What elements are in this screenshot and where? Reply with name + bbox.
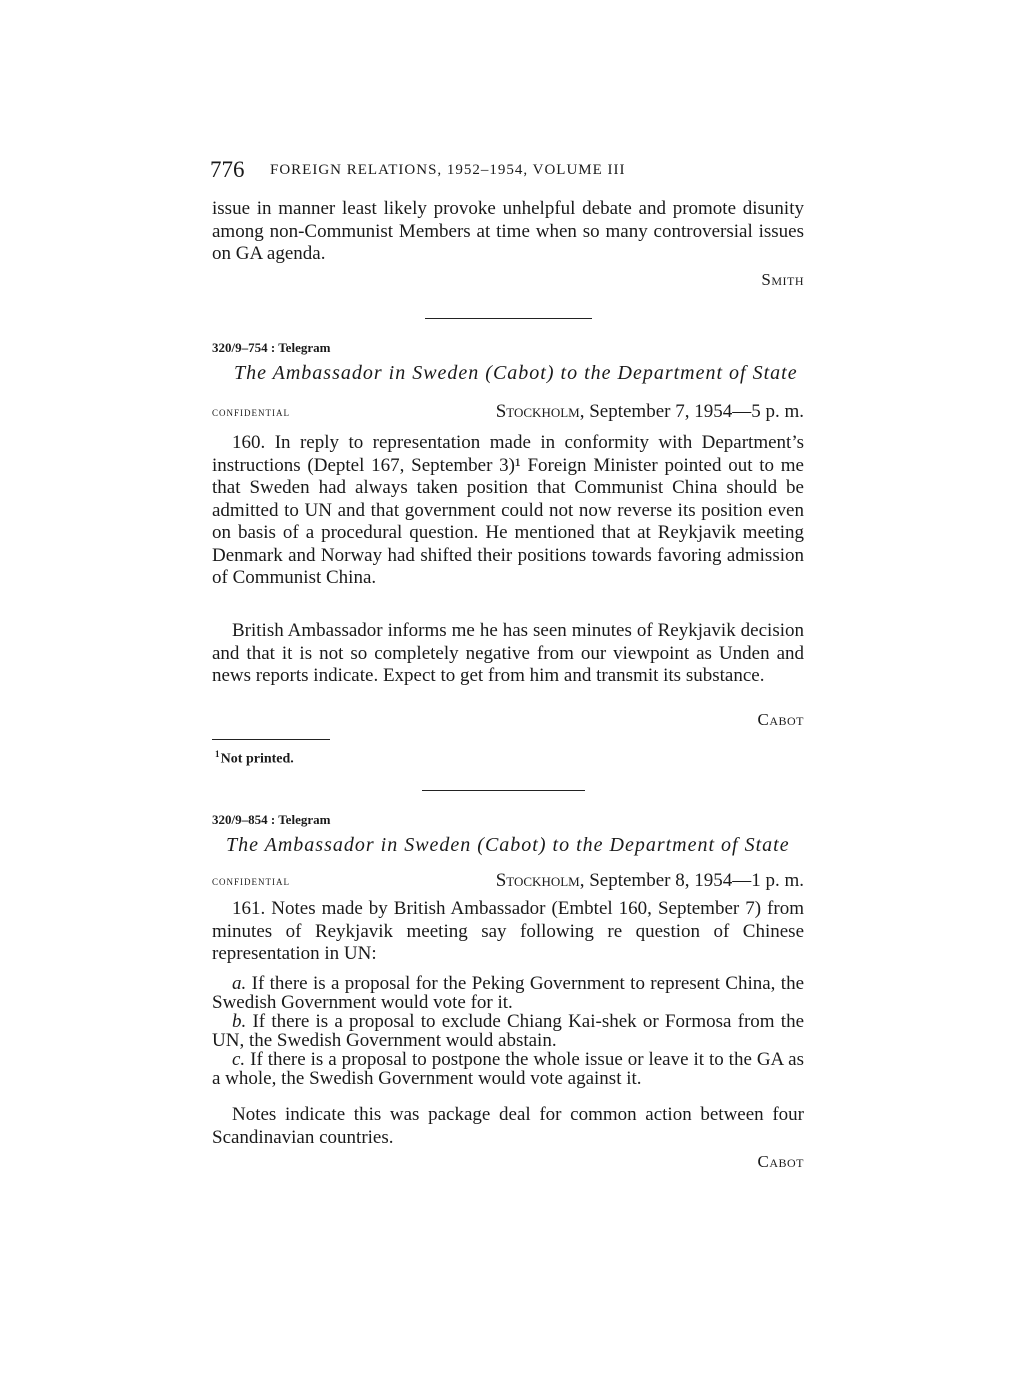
doc1-paragraph-1: 160. In reply to representation made in conformity with Department’s instructions (Deptel 167, September 3)¹ Foreign Minister pointed out to me that Sweden had always taken position that Communist China should be admitted to UN and that government could not now reverse its position even on basis of a procedural question. He mentioned that at Reykjavik meeting Denmark and Norway had shifted their positions towards favoring admission of Communist China. [212,432,804,588]
list-item-b [212,1012,804,1050]
doc2-file-reference: 320/9–854 : Telegram [212,812,331,827]
signature-cabot-2: Cabot [757,1152,804,1171]
list-item-text: If there is a proposal to exclude Chiang Kai-shek or Formosa from the UN, the Swedish Government would abstain. [212,1011,805,1051]
doc1-place-date [496,401,804,423]
footnote-text: Not printed. [220,751,294,767]
doc1-file-reference: 320/9–754 : Telegram [212,340,331,355]
doc2-paragraph-1: 161. Notes made by British Ambassador (Embtel 160, September 7) from minutes of Reykjavik meeting say following re question of Chinese representation in UN: [212,898,804,964]
list-item-a [212,974,804,1012]
page-number: 776 [210,157,245,182]
list-item-label: b. [232,1011,247,1032]
doc1-classification: confidential [212,404,290,419]
doc1-title: The Ambassador in Sweden (Cabot) to the Department of State [234,362,798,384]
doc2-title: The Ambassador in Sweden (Cabot) to the Department of State [226,834,790,856]
separator-rule [425,318,592,319]
doc2-classification: confidential [212,873,290,888]
list-item-label: c. [232,1049,246,1070]
footnote [215,749,294,768]
list-item-text: If there is a proposal to postpone the whole issue or leave it to the GA as a whole, the Swedish Government would vote against it. [212,1049,804,1089]
doc1-place: Stockholm [495,401,580,422]
doc2-place: Stockholm [495,870,580,891]
footnote-marker: 1 [215,749,220,759]
running-title: FOREIGN RELATIONS, 1952–1954, VOLUME III [270,162,626,178]
footnote-rule [212,739,330,740]
continuation-paragraph: issue in manner least likely provoke unhelpful debate and promote disunity among non-Communist Members at time when so many controversial issues on GA agenda. [212,198,804,264]
list-item-label: a. [232,973,247,994]
doc2-date: , September 8, 1954—1 p. m. [579,870,804,891]
doc2-enumerated-list [212,974,804,1088]
signature-cabot-1: Cabot [757,710,804,729]
doc2-dateline [212,870,804,894]
separator-rule-2 [422,790,585,791]
doc2-paragraph-2: Notes indicate this was package deal for common action between four Scandinavian countries. [212,1104,804,1148]
page-header [210,157,804,187]
list-item-text: If there is a proposal for the Peking Government to represent China, the Swedish Government would vote for it. [212,973,805,1013]
doc2-place-date [496,870,804,892]
list-item-c [212,1050,804,1088]
signature-smith: Smith [761,270,804,289]
doc1-paragraph-2: British Ambassador informs me he has seen minutes of Reykjavik decision and that it is not so completely negative from our viewpoint as Unden and news reports indicate. Expect to get from him and transmit its substance. [212,620,804,686]
doc1-date: , September 7, 1954—5 p. m. [579,401,804,422]
doc1-dateline [212,401,804,425]
